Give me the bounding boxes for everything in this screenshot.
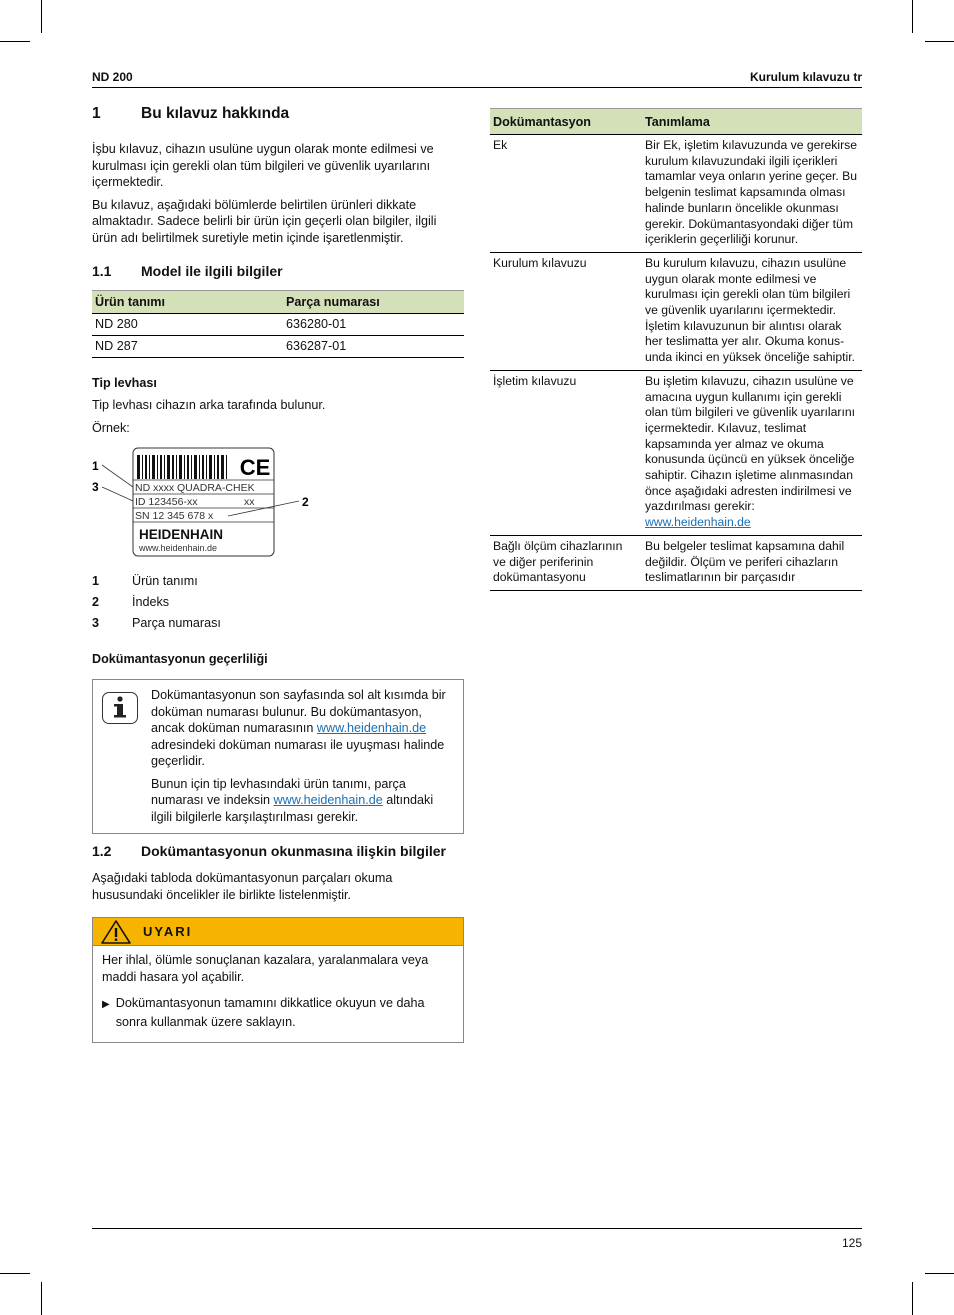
table-row: Bağlı ölçüm cihazlarının ve diğer periferinin dokümantasyonu Bu belgeler teslimat kapsamına dahil değildir. Ölçüm ve periferi cihazların teslimatlarının bir parçasıdır xyxy=(490,535,862,590)
documentation-table-header: Tanımlama xyxy=(642,109,862,135)
note-paragraph-2: Bunun için tip levhasındaki ürün tanımı, parça numarası ve indeksin www.heidenhain.de altındaki ilgili bilgilerle karşılaştırılması gerekir. xyxy=(151,776,434,824)
table-row: Kurulum kılavuzu Bu kurulum kılavuzu, cihazın usulüne uygun olarak monte edilmesi ve kurulması için gerekli olan tüm bilgileri ve güvenlik uyarılarını içermektedir. İşletim kılavuzunun bir alıntısı olarak her teslimatta yer alır. Okuma konusunda ikinci en yüksek önceliğe sahiptir. xyxy=(490,252,862,370)
note-paragraph-1: Dokümantasyonun son sayfasında sol alt kısımda bir doküman numarası bulunur. Bu dokümantasyon, ancak doküman numarasının www.heidenhain.de adresindeki doküman numarası ile uyuşması halinde geçerlidir. xyxy=(151,688,446,768)
table-row: ND 287 636287-01 xyxy=(92,336,464,358)
callout-1: 1 xyxy=(92,458,99,473)
crop-mark xyxy=(41,1282,42,1315)
warning-label: UYARI xyxy=(143,924,193,939)
tip-text: Tip levhası cihazın arka tarafında bulunur. xyxy=(92,397,326,412)
type-plate-figure xyxy=(92,447,464,567)
plate-url: www.heidenhain.de xyxy=(139,542,218,553)
right-column xyxy=(490,108,862,591)
plate-serial-line: SN 12 345 678 x xyxy=(135,509,214,522)
info-note-box xyxy=(92,679,464,834)
arrow-right-icon: ▶ xyxy=(102,999,110,1010)
heidenhain-link[interactable]: www.heidenhain.de xyxy=(316,721,427,735)
warning-instruction: ▶ Dokümantasyonun tamamını dikkatlice okuyun ve daha sonra kullanmak üzere saklayın. xyxy=(102,994,454,1032)
plate-index: xx xyxy=(244,495,255,508)
legend-item: 3 Parça numarası xyxy=(92,615,221,630)
reading-intro-paragraph: Aşağıdaki tabloda dokümantasyonun parçaları okuma hususundaki öncelikler ile birlikte listelenmiştir. xyxy=(92,871,393,902)
table-row: Ek Bir Ek, işletim kılavuzunda ve gerekirse kurulum kılavuzundaki ilgili içerikleri tamamlar veya onların yerine geçer. Bu belgenin teslimat kapsamında olması halinde bunların öncelikle okunması gerekir. Dokümantasyondaki diğer tüm içeriklerin geçerliliği korunur. xyxy=(490,135,862,253)
legend xyxy=(92,573,464,631)
footer-rule xyxy=(92,1228,862,1229)
plate-id-line: ID 123456-xx xyxy=(135,495,198,508)
model-table-header: Ürün tanımı xyxy=(92,291,283,314)
scope-paragraph: Bu kılavuz, aşağıdaki bölümlerde belirtilen ürünleri dikkate almaktadır. Sadece belirli bir ürün için geçerli olan bilgiler, ilgili ürün adı belirtilmek suretiyle metin içinde işaretlenmiştir. xyxy=(92,197,437,245)
callout-2: 2 xyxy=(302,494,309,509)
crop-mark xyxy=(912,0,913,33)
crop-mark xyxy=(925,1273,954,1274)
info-icon xyxy=(102,692,138,724)
ce-mark: CE xyxy=(239,454,271,480)
documentation-table xyxy=(490,108,862,591)
heidenhain-logo: HEIDENHAIN xyxy=(139,526,224,542)
warning-body xyxy=(93,946,463,1042)
documentation-table-header: Dokümantasyon xyxy=(490,109,642,135)
warning-header xyxy=(93,918,463,946)
section-heading-1: 1 Bu kılavuz hakkında xyxy=(92,105,290,122)
page-number: 125 xyxy=(841,1236,862,1250)
legend-item: 1 Ürün tanımı xyxy=(92,573,198,588)
validity-heading: Dokümantasyonun geçerliliği xyxy=(92,651,268,666)
section-heading-1-1: 1.1 Model ile ilgili bilgiler xyxy=(92,263,283,279)
table-row: ND 280 636280-01 xyxy=(92,314,464,336)
header-document-title: Kurulum kılavuzu tr xyxy=(749,70,862,84)
crop-mark xyxy=(0,41,30,42)
model-table-header: Parça numarası xyxy=(283,291,464,314)
warning-triangle-icon xyxy=(101,920,131,944)
legend-item: 2 İndeks xyxy=(92,594,170,609)
tip-heading: Tip levhası xyxy=(92,376,157,390)
model-table xyxy=(92,290,464,358)
header-product: ND 200 xyxy=(92,70,133,84)
crop-mark xyxy=(0,1273,30,1274)
crop-mark xyxy=(912,1282,913,1315)
type-plate-illustration xyxy=(92,447,464,567)
heidenhain-link[interactable]: www.heidenhain.de xyxy=(645,515,751,530)
callout-3: 3 xyxy=(92,479,99,494)
heidenhain-link[interactable]: www.heidenhain.de xyxy=(273,793,383,807)
section-heading-1-2: 1.2 Dokümantasyonun okunmasına ilişkin bilgiler xyxy=(92,843,446,859)
warning-box xyxy=(92,917,464,1043)
table-row: İşletim kılavuzu Bu işletim kılavuzu, cihazın usulüne ve amacına uygun kullanımı için gerekli olan tüm bilgileri ve güvenlik uyarılarını içermektedir. Kılavuz, teslimat kapsamında yer almaz ve okuma konusunda üçüncü en yüksek önceliğe sahiptir. Cihazın işletime alınmasından önce aşağıdaki adresten indirilmesi ve yazdırılması gerekir: www.heidenhain.de xyxy=(490,370,862,535)
crop-mark xyxy=(41,0,42,33)
plate-product-line: ND xxxx QUADRA-CHEK xyxy=(135,481,255,494)
left-column xyxy=(92,105,464,1043)
warning-text: Her ihlal, ölümle sonuçlanan kazalara, yaralanmalara veya maddi hasara yol açabilir. xyxy=(102,953,429,984)
intro-paragraph: İşbu kılavuz, cihazın usulüne uygun olarak monte edilmesi ve kurulması için gerekli olan tüm bilgileri ve güvenlik uyarılarını içermektedir. xyxy=(92,142,434,189)
example-label: Örnek: xyxy=(92,421,130,435)
crop-mark xyxy=(925,41,954,42)
header-rule xyxy=(92,87,862,88)
